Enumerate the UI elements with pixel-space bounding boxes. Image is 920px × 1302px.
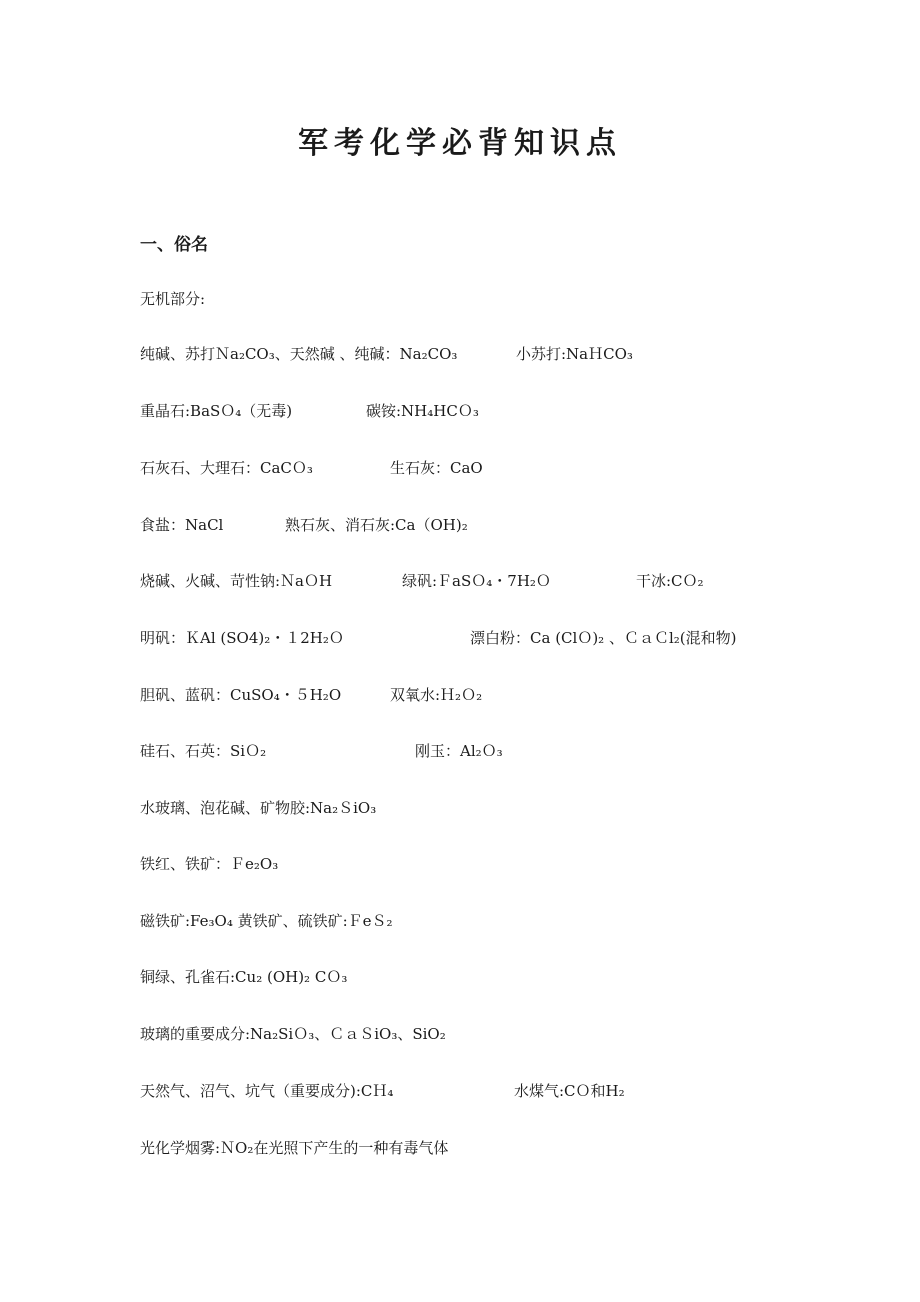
line-segment: 双氧水:Ｈ₂Ｏ₂ bbox=[390, 686, 483, 704]
line-segment: 刚玉：Al₂Ｏ₃ bbox=[415, 742, 503, 760]
line-segment: 漂白粉：Ca (ClＯ)₂ 、ＣａＣl₂(混和物) bbox=[470, 629, 737, 647]
line-segment: 石灰石、大理石：CaCＯ₃ bbox=[140, 459, 313, 477]
line-segment: 水玻璃、泡花碱、矿物胶:Na₂ＳiO₃ bbox=[140, 799, 377, 817]
line-segment: 重晶石:BaSＯ₄（无毒) bbox=[140, 402, 293, 420]
line-segment: 小苏打:NaＨCO₃ bbox=[516, 345, 633, 363]
line-segment: 光化学烟雾:ＮO₂在光照下产生的一种有毒气体 bbox=[140, 1139, 449, 1157]
line-segment: 明矾：ＫAl (SO4)₂・１2H₂Ｏ bbox=[140, 629, 344, 647]
line-segment: 绿矾:ＦaSＯ₄・7H₂Ｏ bbox=[402, 572, 551, 590]
line-segment: 食盐：NaCl bbox=[140, 516, 224, 534]
line-segment: 生石灰：CaO bbox=[390, 459, 483, 477]
section-heading: 一、俗名 bbox=[140, 235, 208, 255]
line-segment: 磁铁矿:Fe₃O₄ 黄铁矿、硫铁矿:ＦeＳ₂ bbox=[140, 912, 393, 930]
line-segment: 铜绿、孔雀石:Cu₂ (OH)₂ CＯ₃ bbox=[140, 968, 348, 986]
line-segment: 水煤气:CＯ和H₂ bbox=[514, 1082, 625, 1100]
line-segment: 碳铵:NH₄HCＯ₃ bbox=[366, 402, 479, 420]
line-segment: 天然气、沼气、坑气（重要成分):CＨ₄ bbox=[140, 1082, 394, 1100]
line-segment: 纯碱、苏打Ｎa₂CO₃、天然碱 、纯碱：Na₂CO₃ bbox=[140, 345, 458, 363]
line-segment: 硅石、石英：SiＯ₂ bbox=[140, 742, 267, 760]
page-title: 军考化学必背知识点 bbox=[298, 126, 622, 161]
line-segment: 玻璃的重要成分:Na₂SiＯ₃、ＣａＳiO₃、SiO₂ bbox=[140, 1025, 446, 1043]
line-segment: 熟石灰、消石灰:Ca（OH)₂ bbox=[285, 516, 468, 534]
line-segment: 胆矾、蓝矾：CuSO₄・５H₂O bbox=[140, 686, 342, 704]
subsection-label: 无机部分: bbox=[140, 290, 206, 308]
line-segment: 铁红、铁矿：Ｆe₂O₃ bbox=[140, 855, 279, 873]
line-segment: 干冰:CＯ₂ bbox=[636, 572, 704, 590]
line-segment: 烧碱、火碱、苛性钠:ＮaＯH bbox=[140, 572, 333, 590]
